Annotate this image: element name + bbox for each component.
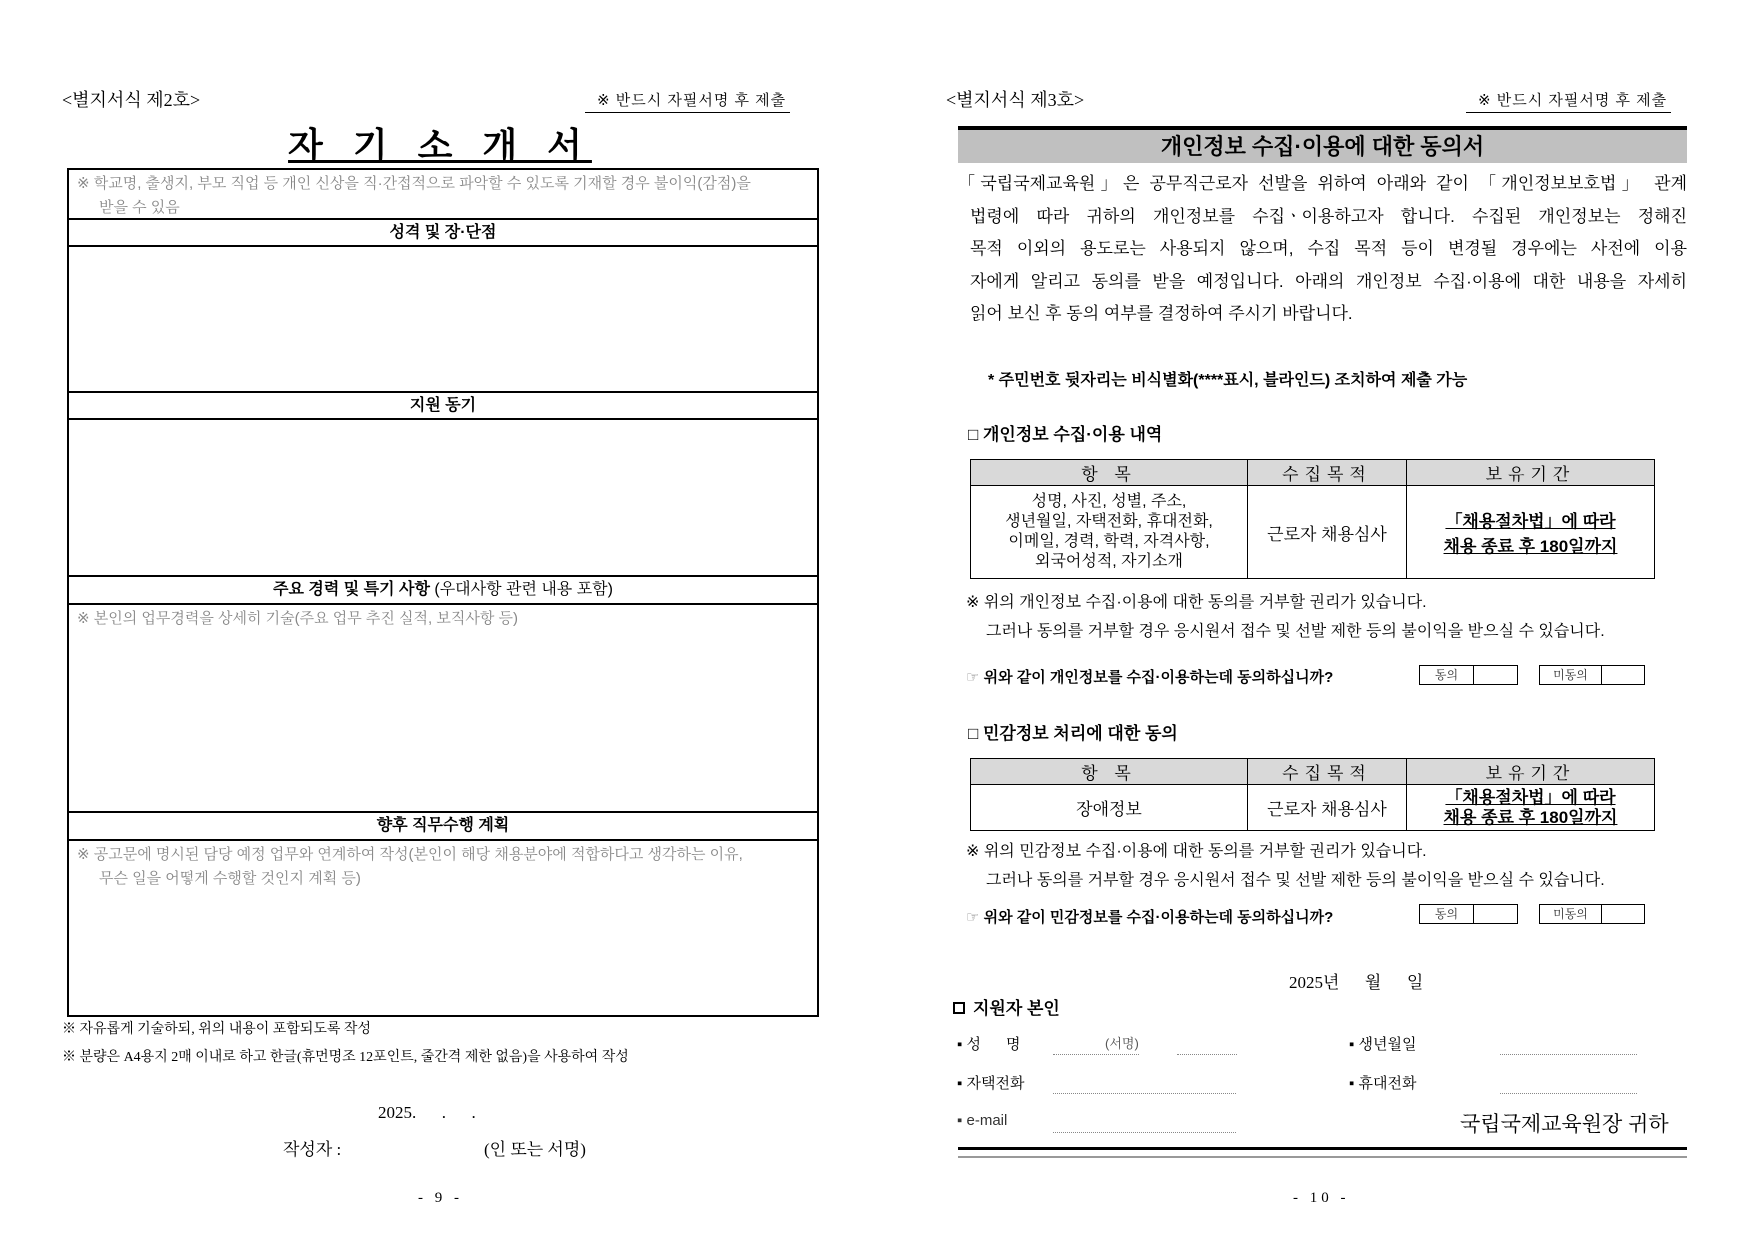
item-line: 생년월일, 자택전화, 휴대전화, [1005,513,1213,530]
heading-text: 지원자 본인 [973,999,1060,1018]
name-label: ▪ 성 명 [957,1036,1021,1053]
home-phone-label: ▪ 자택전화 [957,1075,1025,1092]
item-line: 이메일, 경력, 학력, 자격사항, [1008,533,1210,550]
career-hint: ※ 본인의 업무경력을 상세히 기술(주요 업무 추진 실적, 보직사항 등) [77,610,518,627]
pointing-hand-icon: ☞ [966,909,984,926]
items-cell: 장애정보 [971,785,1248,831]
sensitive-info-heading: □ 민감정보 처리에 대한 동의 [968,724,1178,743]
personal-agree-box[interactable] [1419,665,1518,685]
self-intro-form [67,168,819,1017]
items-cell [971,486,1248,579]
item-line: 성명, 사진, 성별, 주소, [1031,493,1187,510]
sensitive-agree-box[interactable] [1419,904,1518,924]
writer-label: 작성자 : [283,1140,342,1159]
motivation-input-area[interactable] [69,418,817,575]
disagree-label: 미동의 [1540,666,1602,684]
submit-note: ※ 반드시 자필서명 후 제출 [585,89,790,113]
plan-hint: 무슨 일을 어떻게 수행할 것인지 계획 등) [99,870,361,887]
intro-line: 자에게 알리고 동의를 받을 예정입니다. 아래의 개인정보 수집·이용에 대한 내용을 자세히 [970,271,1687,291]
agree-checkbox[interactable] [1474,666,1517,684]
page-title: 자 기 소 개 서 [288,125,592,166]
consent-date: 2025년 월 일 [1289,973,1424,992]
top-notice [69,170,817,218]
page-number: - 10 - [1293,1190,1350,1206]
col-purpose: 수집목적 [1248,460,1407,486]
divider [958,1156,1687,1158]
intro-line: 읽어 보신 후 동의 여부를 결정하여 주시기 바랍니다. [970,304,1353,323]
personal-info-heading: □ 개인정보 수집·이용 내역 [968,425,1163,444]
plan-hint: ※ 공고문에 명시된 담당 예정 업무와 연계하여 작성(본인이 해당 채용분야에 적합하다고 생각하는 이유, [77,846,743,863]
birth-field[interactable] [1500,1054,1637,1055]
refusal-note: ※ 위의 개인정보 수집·이용에 대한 동의를 거부할 권리가 있습니다. [966,594,1427,611]
personal-info-table [970,459,1655,579]
seal-label: (인 또는 서명) [484,1140,586,1159]
plan-input-area[interactable] [69,839,817,1015]
retention-line: 「채용절차법」에 따라 [1445,787,1616,807]
email-label: ▪ e-mail [957,1112,1008,1129]
col-retention: 보유기간 [1407,460,1655,486]
form-number: <별지서식 제2호> [62,90,201,110]
birth-label: ▪ 생년월일 [1349,1036,1417,1053]
disagree-checkbox[interactable] [1602,666,1644,684]
col-retention: 보유기간 [1407,759,1655,785]
name-field[interactable] [1053,1054,1139,1055]
col-purpose: 수집목적 [1248,759,1407,785]
retention-cell [1407,785,1655,831]
purpose-cell: 근로자 채용심사 [1248,486,1407,579]
section-heading-plan: 향후 직무수행 계획 [69,811,817,839]
personal-consent-question [966,666,1333,687]
signature-label: (서명) [1105,1036,1139,1051]
heading-suffix: (우대사항 관련 내용 포함) [434,581,613,598]
home-phone-field[interactable] [1053,1093,1236,1094]
date-line: 2025. . . [378,1103,476,1122]
heading-text: 주요 경력 및 특기 사항 [273,581,430,598]
col-item: 항 목 [971,460,1248,486]
section-heading-personality: 성격 및 장·단점 [69,218,817,245]
intro-paragraph [958,168,1687,331]
signature-field[interactable] [1177,1054,1237,1055]
checkbox-square-icon [953,1002,965,1014]
notice-line: ※ 학교명, 출생지, 부모 직업 등 개인 신상을 직·간접적으로 파악할 수 있도록 기재할 경우 불이익(감점)을 [77,175,751,192]
footnote: ※ 자유롭게 기술하되, 위의 내용이 포함되도록 작성 [62,1022,371,1037]
pointing-hand-icon: ☞ [966,669,984,686]
notice-line: 받을 수 있음 [99,199,180,216]
sensitive-info-table [970,758,1655,831]
agree-label: 동의 [1420,905,1474,923]
email-field[interactable] [1053,1132,1236,1133]
applicant-heading [953,994,1060,1019]
divider [958,1147,1687,1150]
intro-line: 법령에 따라 귀하의 개인정보를 수집ㆍ이용하고자 합니다. 수집된 개인정보는 정해진 [970,206,1687,226]
refusal-note: 그러나 동의를 거부할 경우 응시원서 접수 및 선발 제한 등의 불이익을 받으실 수 있습니다. [986,623,1605,640]
retention-line: 채용 종료 후 180일까지 [1443,537,1618,556]
page-number: - 9 - [418,1190,463,1206]
refusal-note: ※ 위의 민감정보 수집·이용에 대한 동의를 거부할 권리가 있습니다. [966,843,1427,860]
personal-disagree-box[interactable] [1539,665,1645,685]
purpose-cell: 근로자 채용심사 [1248,785,1407,831]
footnote: ※ 분량은 A4용지 2매 이내로 하고 한글(휴먼명조 12포인트, 줄간격 제한 없음)을 사용하여 작성 [62,1050,629,1065]
disagree-label: 미동의 [1540,905,1602,923]
career-input-area[interactable] [69,603,817,811]
col-item: 항 목 [971,759,1248,785]
retention-cell [1407,486,1655,579]
intro-line: 「국립국제교육원」은 공무직근로자 선발을 위하여 아래와 같이 「개인정보보호법」 관계 [958,174,1687,193]
section-heading-motivation: 지원 동기 [69,391,817,418]
agree-checkbox[interactable] [1474,905,1517,923]
submit-note: ※ 반드시 자필서명 후 제출 [1466,89,1671,113]
question-text: 위와 같이 개인정보를 수집·이용하는데 동의하십니까? [983,669,1334,686]
question-text: 위와 같이 민감정보를 수집·이용하는데 동의하십니까? [983,909,1334,926]
sensitive-consent-question [966,906,1333,927]
intro-line: 목적 이외의 용도로는 사용되지 않으며, 수집 목적 등이 변경될 경우에는 사전에 이용 [970,239,1687,258]
agree-label: 동의 [1420,666,1474,684]
consent-title: 개인정보 수집·이용에 대한 동의서 [958,126,1687,163]
refusal-note: 그러나 동의를 거부할 경우 응시원서 접수 및 선발 제한 등의 불이익을 받으실 수 있습니다. [986,872,1605,889]
sensitive-disagree-box[interactable] [1539,904,1645,924]
retention-line: 「채용절차법」에 따라 [1445,512,1616,531]
mobile-label: ▪ 휴대전화 [1349,1075,1417,1092]
retention-line: 채용 종료 후 180일까지 [1443,807,1618,827]
section-heading-career [69,575,817,603]
rrn-notice: * 주민번호 뒷자리는 비식별화(****표시, 블라인드) 조치하여 제출 가능 [988,372,1468,389]
personality-input-area[interactable] [69,245,817,391]
addressee: 국립국제교육원장 귀하 [1460,1113,1669,1136]
mobile-field[interactable] [1500,1093,1637,1094]
disagree-checkbox[interactable] [1602,905,1644,923]
item-line: 외국어성적, 자기소개 [1035,553,1183,570]
form-number: <별지서식 제3호> [946,90,1085,110]
